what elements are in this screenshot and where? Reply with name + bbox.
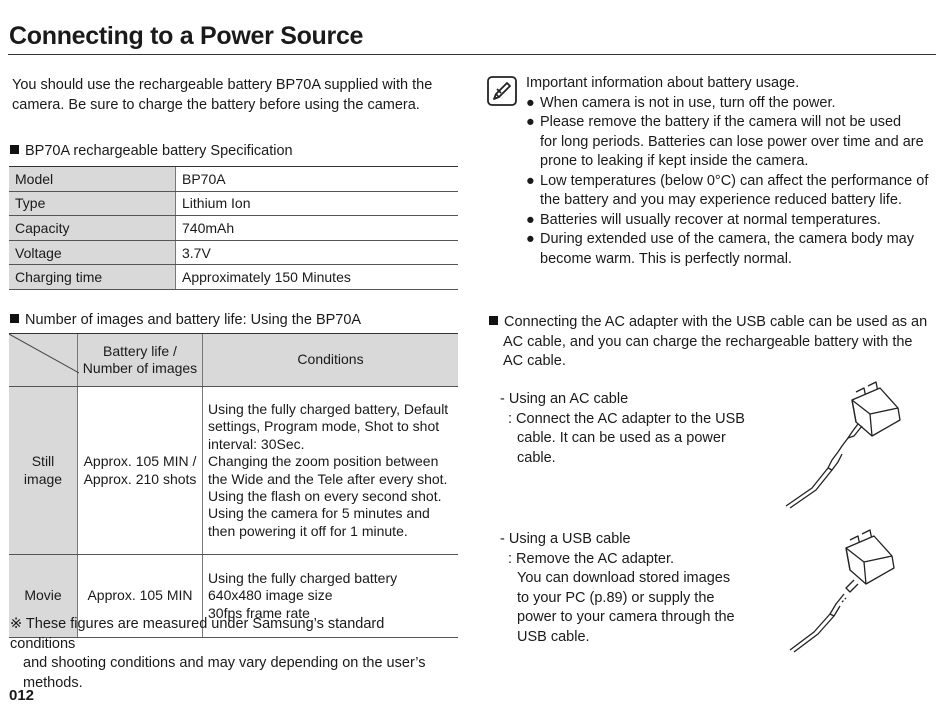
table-row — [9, 265, 458, 290]
bullet-line: for long periods. Batteries can lose power over time and are — [540, 133, 924, 150]
spec-value: BP70A — [176, 167, 459, 192]
bullet-icon: ● — [526, 172, 535, 189]
spec-value: Lithium Ion — [176, 191, 459, 216]
table-row — [9, 191, 458, 216]
bullet-line: become warm. This is perfectly normal. — [540, 250, 792, 267]
ac-line: AC cable. — [503, 353, 566, 369]
life-heading-text: Number of images and battery life: Using the BP70A — [25, 312, 362, 328]
instruction-line: : Connect the AC adapter to the USB — [508, 410, 745, 427]
instruction-line: cable. — [517, 449, 556, 466]
instruction-line: power to your camera through the — [517, 609, 735, 625]
page-title: Connecting to a Power Source — [9, 22, 364, 50]
bullet-line: During extended use of the camera, the camera body may — [540, 231, 914, 247]
bullet-line: prone to leaking if kept inside the camera. — [540, 153, 809, 169]
table-row — [9, 387, 458, 555]
instruction-line: USB cable. — [517, 628, 590, 645]
bullet-icon: ● — [526, 211, 535, 228]
spec-value: Approximately 150 Minutes — [176, 265, 459, 290]
instruction-line: to your PC (p.89) or supply the — [517, 589, 715, 606]
condition-line: Using the flash on every second shot. — [208, 487, 442, 504]
spec-value: 740mAh — [176, 216, 459, 241]
still-image-label: Still image — [9, 387, 78, 555]
conditions-header: Conditions — [203, 334, 459, 387]
spec-key: Charging time — [9, 265, 176, 290]
spec-heading-text: BP70A rechargeable battery Specification — [25, 143, 293, 159]
table-header-row — [9, 334, 458, 387]
spec-key: Capacity — [9, 216, 176, 241]
condition-line: then powering it off for 1 minute. — [208, 522, 408, 539]
spec-table — [9, 166, 458, 290]
square-bullet-icon — [489, 316, 498, 325]
list-item — [526, 211, 942, 231]
bullet-icon: ● — [526, 231, 535, 247]
list-item — [526, 172, 942, 211]
intro-line: You should use the rechargeable battery BP70A supplied with the — [12, 77, 433, 93]
bullet-line: Batteries will usually recover at normal temperatures. — [540, 211, 881, 228]
spec-value: 3.7V — [176, 240, 459, 265]
battery-life-table — [9, 333, 458, 638]
bullet-line: When camera is not in use, turn off the power. — [540, 94, 836, 111]
usb-cable-with-adapter-illustration — [780, 528, 910, 653]
important-heading: Important information about battery usage. — [526, 75, 800, 91]
bullet-line: the battery and you may experience reduced battery life. — [540, 192, 902, 208]
ac-line: AC cable, and you can charge the rechargeable battery with the — [503, 333, 913, 350]
bullet-line: Low temperatures (below 0°C) can affect the performance of — [540, 172, 929, 189]
movie-label: Movie — [9, 555, 78, 638]
instruction-line: You can download stored images — [517, 570, 731, 586]
condition-line: Using the fully charged battery, Default — [208, 400, 449, 417]
life-heading — [10, 311, 361, 331]
ac-cable-instructions — [500, 390, 760, 468]
condition-line: Changing the zoom position between — [208, 453, 439, 470]
square-bullet-icon — [10, 145, 19, 154]
title-divider — [8, 54, 936, 55]
usb-cable-title: - Using a USB cable — [500, 531, 631, 547]
list-item — [526, 113, 942, 172]
spec-heading — [10, 142, 293, 162]
table-row — [9, 167, 458, 192]
corner-cell — [9, 334, 78, 387]
life-line: Approx. 105 MIN / — [83, 453, 197, 470]
condition-line: Using the fully charged battery — [208, 569, 398, 586]
condition-line: interval: 30Sec. — [208, 435, 305, 452]
ac-text: Connecting the AC adapter with the USB cable can be used as an — [504, 314, 928, 330]
bullet-line: Please remove the battery if the camera will not be used — [540, 114, 902, 130]
note-pencil-icon — [487, 76, 517, 106]
instruction-line: : Remove the AC adapter. — [508, 550, 675, 567]
intro-line: camera. Be sure to charge the battery before using the camera. — [12, 96, 420, 113]
table-row — [9, 216, 458, 241]
list-item — [526, 94, 942, 114]
footnote-line: and shooting conditions and may vary depending on the user’s — [23, 655, 426, 671]
usb-cable-instructions — [500, 530, 760, 647]
ac-cable-title: - Using an AC cable — [500, 391, 629, 407]
intro-text — [12, 76, 452, 115]
ac-adapter-section — [489, 313, 939, 372]
header-line: Battery life / — [103, 342, 177, 359]
ac-adapter-with-cable-illustration — [772, 378, 912, 513]
still-conditions — [203, 387, 459, 555]
list-item — [526, 230, 942, 269]
footnote-line: methods. — [23, 674, 83, 691]
condition-line: 30fps frame rate — [208, 604, 310, 621]
condition-line: Using the camera for 5 minutes and — [208, 505, 430, 522]
condition-line: the Wide and the Tele after every shot. — [208, 470, 448, 487]
spec-key: Voltage — [9, 240, 176, 265]
important-info — [526, 74, 942, 269]
header-line: Number of images — [82, 360, 198, 376]
footnote — [10, 615, 450, 693]
bullet-icon: ● — [526, 114, 535, 130]
condition-line: settings, Program mode, Shot to shot — [208, 418, 440, 435]
diagonal-line — [9, 334, 79, 374]
instruction-line: cable. It can be used as a power — [517, 430, 726, 446]
table-row — [9, 240, 458, 265]
page-number: 012 — [9, 687, 35, 704]
ac-line — [489, 313, 939, 333]
square-bullet-icon — [10, 314, 19, 323]
still-battery-life — [78, 387, 203, 555]
condition-line: 640x480 image size — [208, 587, 333, 604]
footnote-line: ※ These figures are measured under Samsung’s standard conditions — [10, 616, 385, 652]
battery-life-header — [78, 334, 203, 387]
bullet-icon: ● — [526, 94, 535, 111]
life-line: Approx. 210 shots — [83, 470, 197, 487]
spec-key: Type — [9, 191, 176, 216]
spec-key: Model — [9, 167, 176, 192]
movie-battery-life: Approx. 105 MIN — [78, 555, 203, 638]
